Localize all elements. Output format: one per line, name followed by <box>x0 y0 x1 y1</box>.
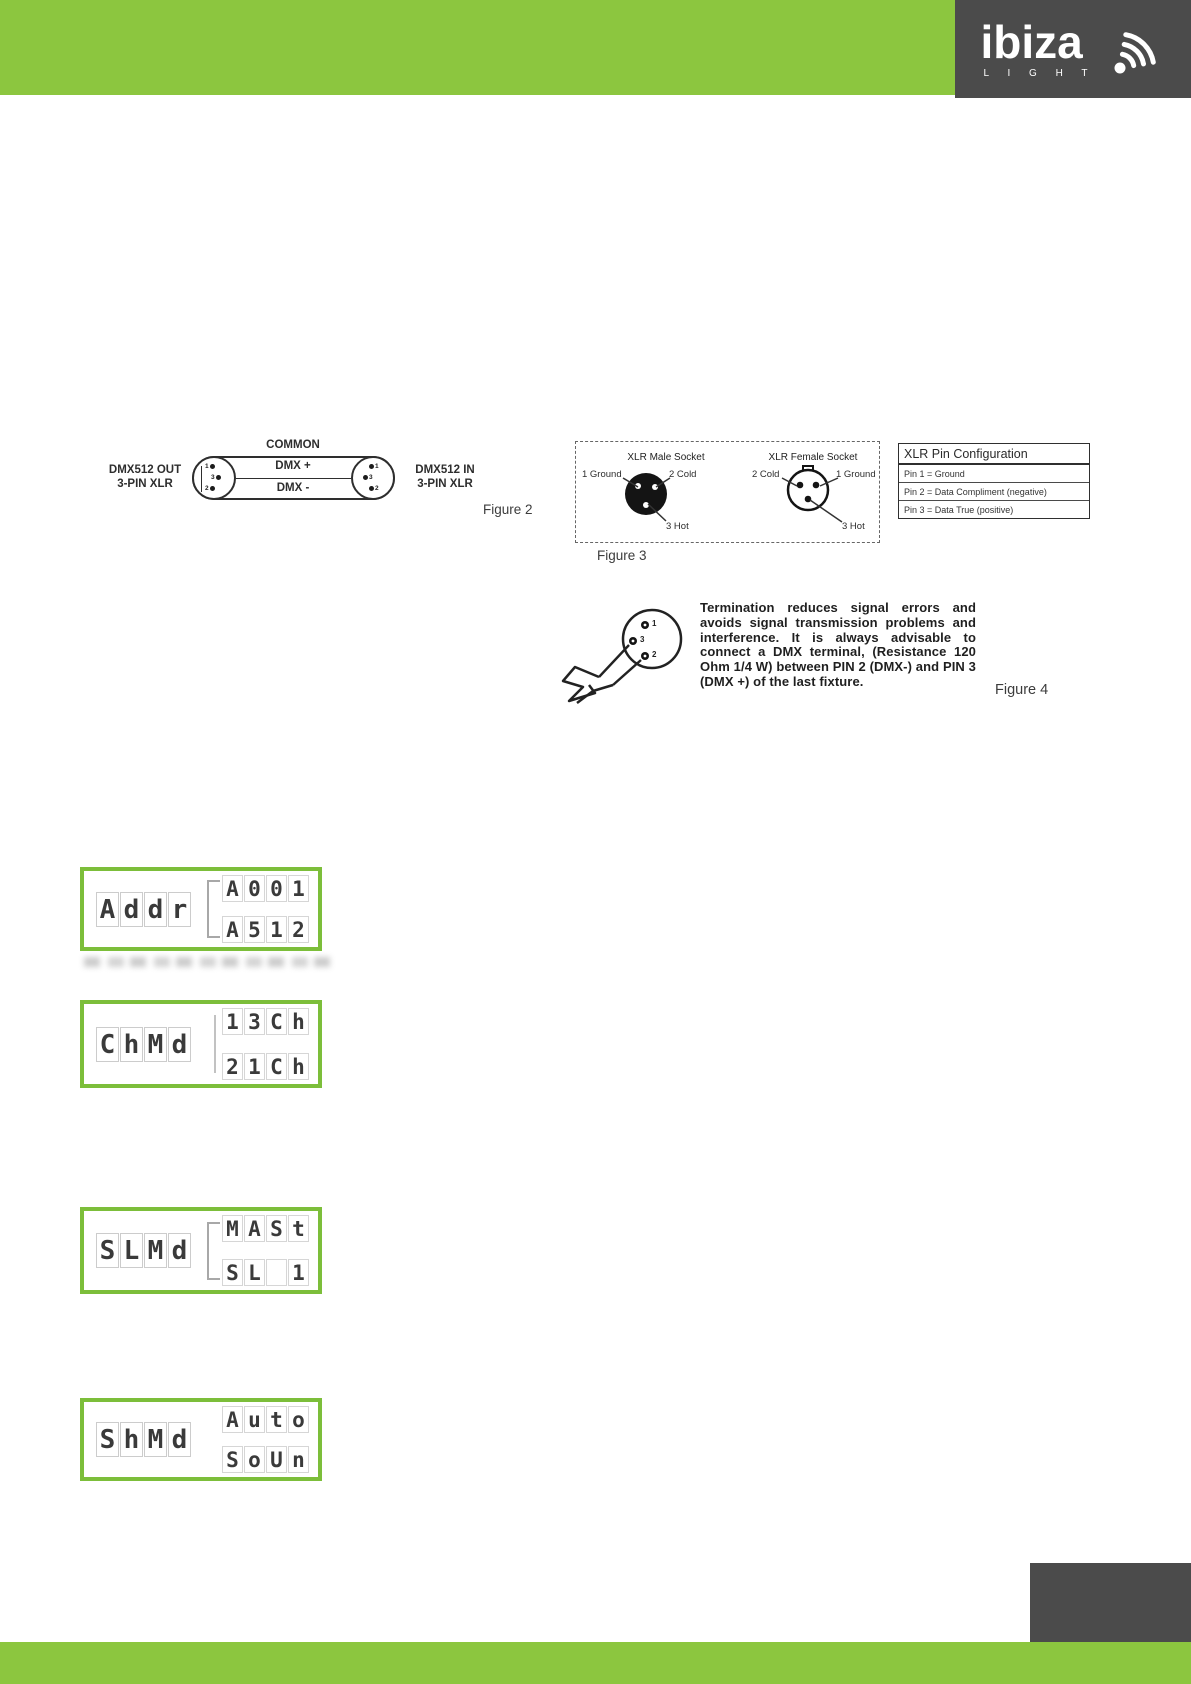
male-ground-label: 1 Ground <box>582 469 622 480</box>
xlr-latch-line <box>201 466 202 492</box>
display-value-top: A 0 0 1 <box>222 875 310 902</box>
terminator-pin-number: 1 <box>652 619 657 628</box>
pin-number: 1 <box>205 463 209 470</box>
pin-number: 2 <box>375 485 379 492</box>
figure2-caption: Figure 2 <box>483 502 533 517</box>
termination-paragraph: Termination reduces signal errors and avoids signal transmission problems and interference. It is always advisable to connect a DMX terminal, (Resistance 120 Ohm 1/4 W) between PIN 2 (DMX-) and PIN 3 (DMX +) of the last fixture. <box>700 600 976 689</box>
display-label: S h M d <box>96 1422 192 1457</box>
display-value-bottom: S L 1 <box>222 1259 310 1286</box>
display-value-top: 1 3 C h <box>222 1008 310 1035</box>
led-display-slave-mode <box>80 1207 322 1294</box>
values-column <box>222 875 310 943</box>
led-display-show-mode <box>80 1398 322 1481</box>
display-value-bottom: 2 1 C h <box>222 1053 310 1080</box>
values-column <box>222 1215 310 1286</box>
display-values-group <box>204 875 310 943</box>
female-ground-label: 1 Ground <box>836 469 876 480</box>
male-socket-title: XLR Male Socket <box>627 452 705 463</box>
cable-divider-line <box>236 478 351 479</box>
pin-dot <box>210 486 215 491</box>
dmx-in-line2: 3-PIN XLR <box>417 477 473 490</box>
pin-dot <box>363 475 368 480</box>
values-column <box>222 1406 310 1473</box>
display-label: S L M d <box>96 1233 192 1268</box>
dmx-out-line2: 3-PIN XLR <box>117 477 173 490</box>
footer-bar <box>0 1642 1191 1684</box>
pin-number: 3 <box>211 474 215 481</box>
xlr-pin-config-table <box>898 443 1090 519</box>
divider-line <box>214 1015 216 1073</box>
male-hot-label: 3 Hot <box>666 521 689 532</box>
display-value-top: A u t o <box>222 1406 310 1433</box>
female-hot-label: 3 Hot <box>842 521 865 532</box>
figure2-diagram <box>100 435 580 530</box>
led-display-address <box>80 867 322 951</box>
display-label: A d d r <box>96 892 192 927</box>
dmx-out-line1: DMX512 OUT <box>108 464 182 476</box>
pin-table-title: XLR Pin Configuration <box>899 444 1089 465</box>
pin-dot <box>369 464 374 469</box>
female-cold-label: 2 Cold <box>752 469 780 480</box>
dmx-plus-label: DMX + <box>275 460 311 472</box>
brand-subtitle: L I G H T <box>983 68 1096 79</box>
pin-dot <box>369 486 374 491</box>
signal-waves-icon <box>1108 20 1166 78</box>
display-label: C h M d <box>96 1027 192 1062</box>
terminator-pin-number: 3 <box>640 635 645 644</box>
xlr-out-connector <box>192 456 236 500</box>
dmx-out-label <box>100 464 190 491</box>
pin-table-row: Pin 2 = Data Compliment (negative) <box>899 483 1089 501</box>
terminator-plug-drawing <box>555 595 705 710</box>
female-socket-title: XLR Female Socket <box>768 452 858 463</box>
footer-gray-box <box>1030 1563 1191 1642</box>
dmx-in-label <box>405 464 485 491</box>
display-value-top: M A S t <box>222 1215 310 1242</box>
common-wire-label: COMMON <box>266 439 320 451</box>
dmx-in-line1: DMX512 IN <box>415 464 475 476</box>
display-value-bottom: S o U n <box>222 1446 310 1473</box>
display-values-group <box>204 1215 310 1286</box>
pin-number: 3 <box>369 474 373 481</box>
pin-dot <box>210 464 215 469</box>
pin-dot <box>216 475 221 480</box>
brand-logo <box>980 16 1096 79</box>
display-values-group <box>222 1406 310 1473</box>
pin-number: 2 <box>205 485 209 492</box>
figure4-caption: Figure 4 <box>995 682 1049 698</box>
values-column <box>222 1008 310 1080</box>
display-values-group <box>212 1008 310 1080</box>
xlr-in-connector <box>351 456 395 500</box>
figure3-caption: Figure 3 <box>597 548 647 563</box>
dmx-minus-label: DMX - <box>276 482 310 494</box>
figure3-diagram <box>575 441 880 543</box>
pin-table-row: Pin 3 = Data True (positive) <box>904 504 1014 515</box>
pin-table-row: Pin 1 = Ground <box>899 465 1089 483</box>
male-cold-label: 2 Cold <box>669 469 697 480</box>
bracket-connector <box>204 1218 222 1284</box>
terminator-pin-number: 2 <box>652 650 657 659</box>
brand-name: ibiza <box>980 16 1083 68</box>
bracket-connector <box>204 876 222 942</box>
led-display-channel-mode <box>80 1000 322 1088</box>
brand-logo-box <box>955 0 1191 98</box>
blurred-text-artifact <box>84 957 330 967</box>
display-value-bottom: A 5 1 2 <box>222 916 310 943</box>
pin-number: 1 <box>375 463 379 470</box>
